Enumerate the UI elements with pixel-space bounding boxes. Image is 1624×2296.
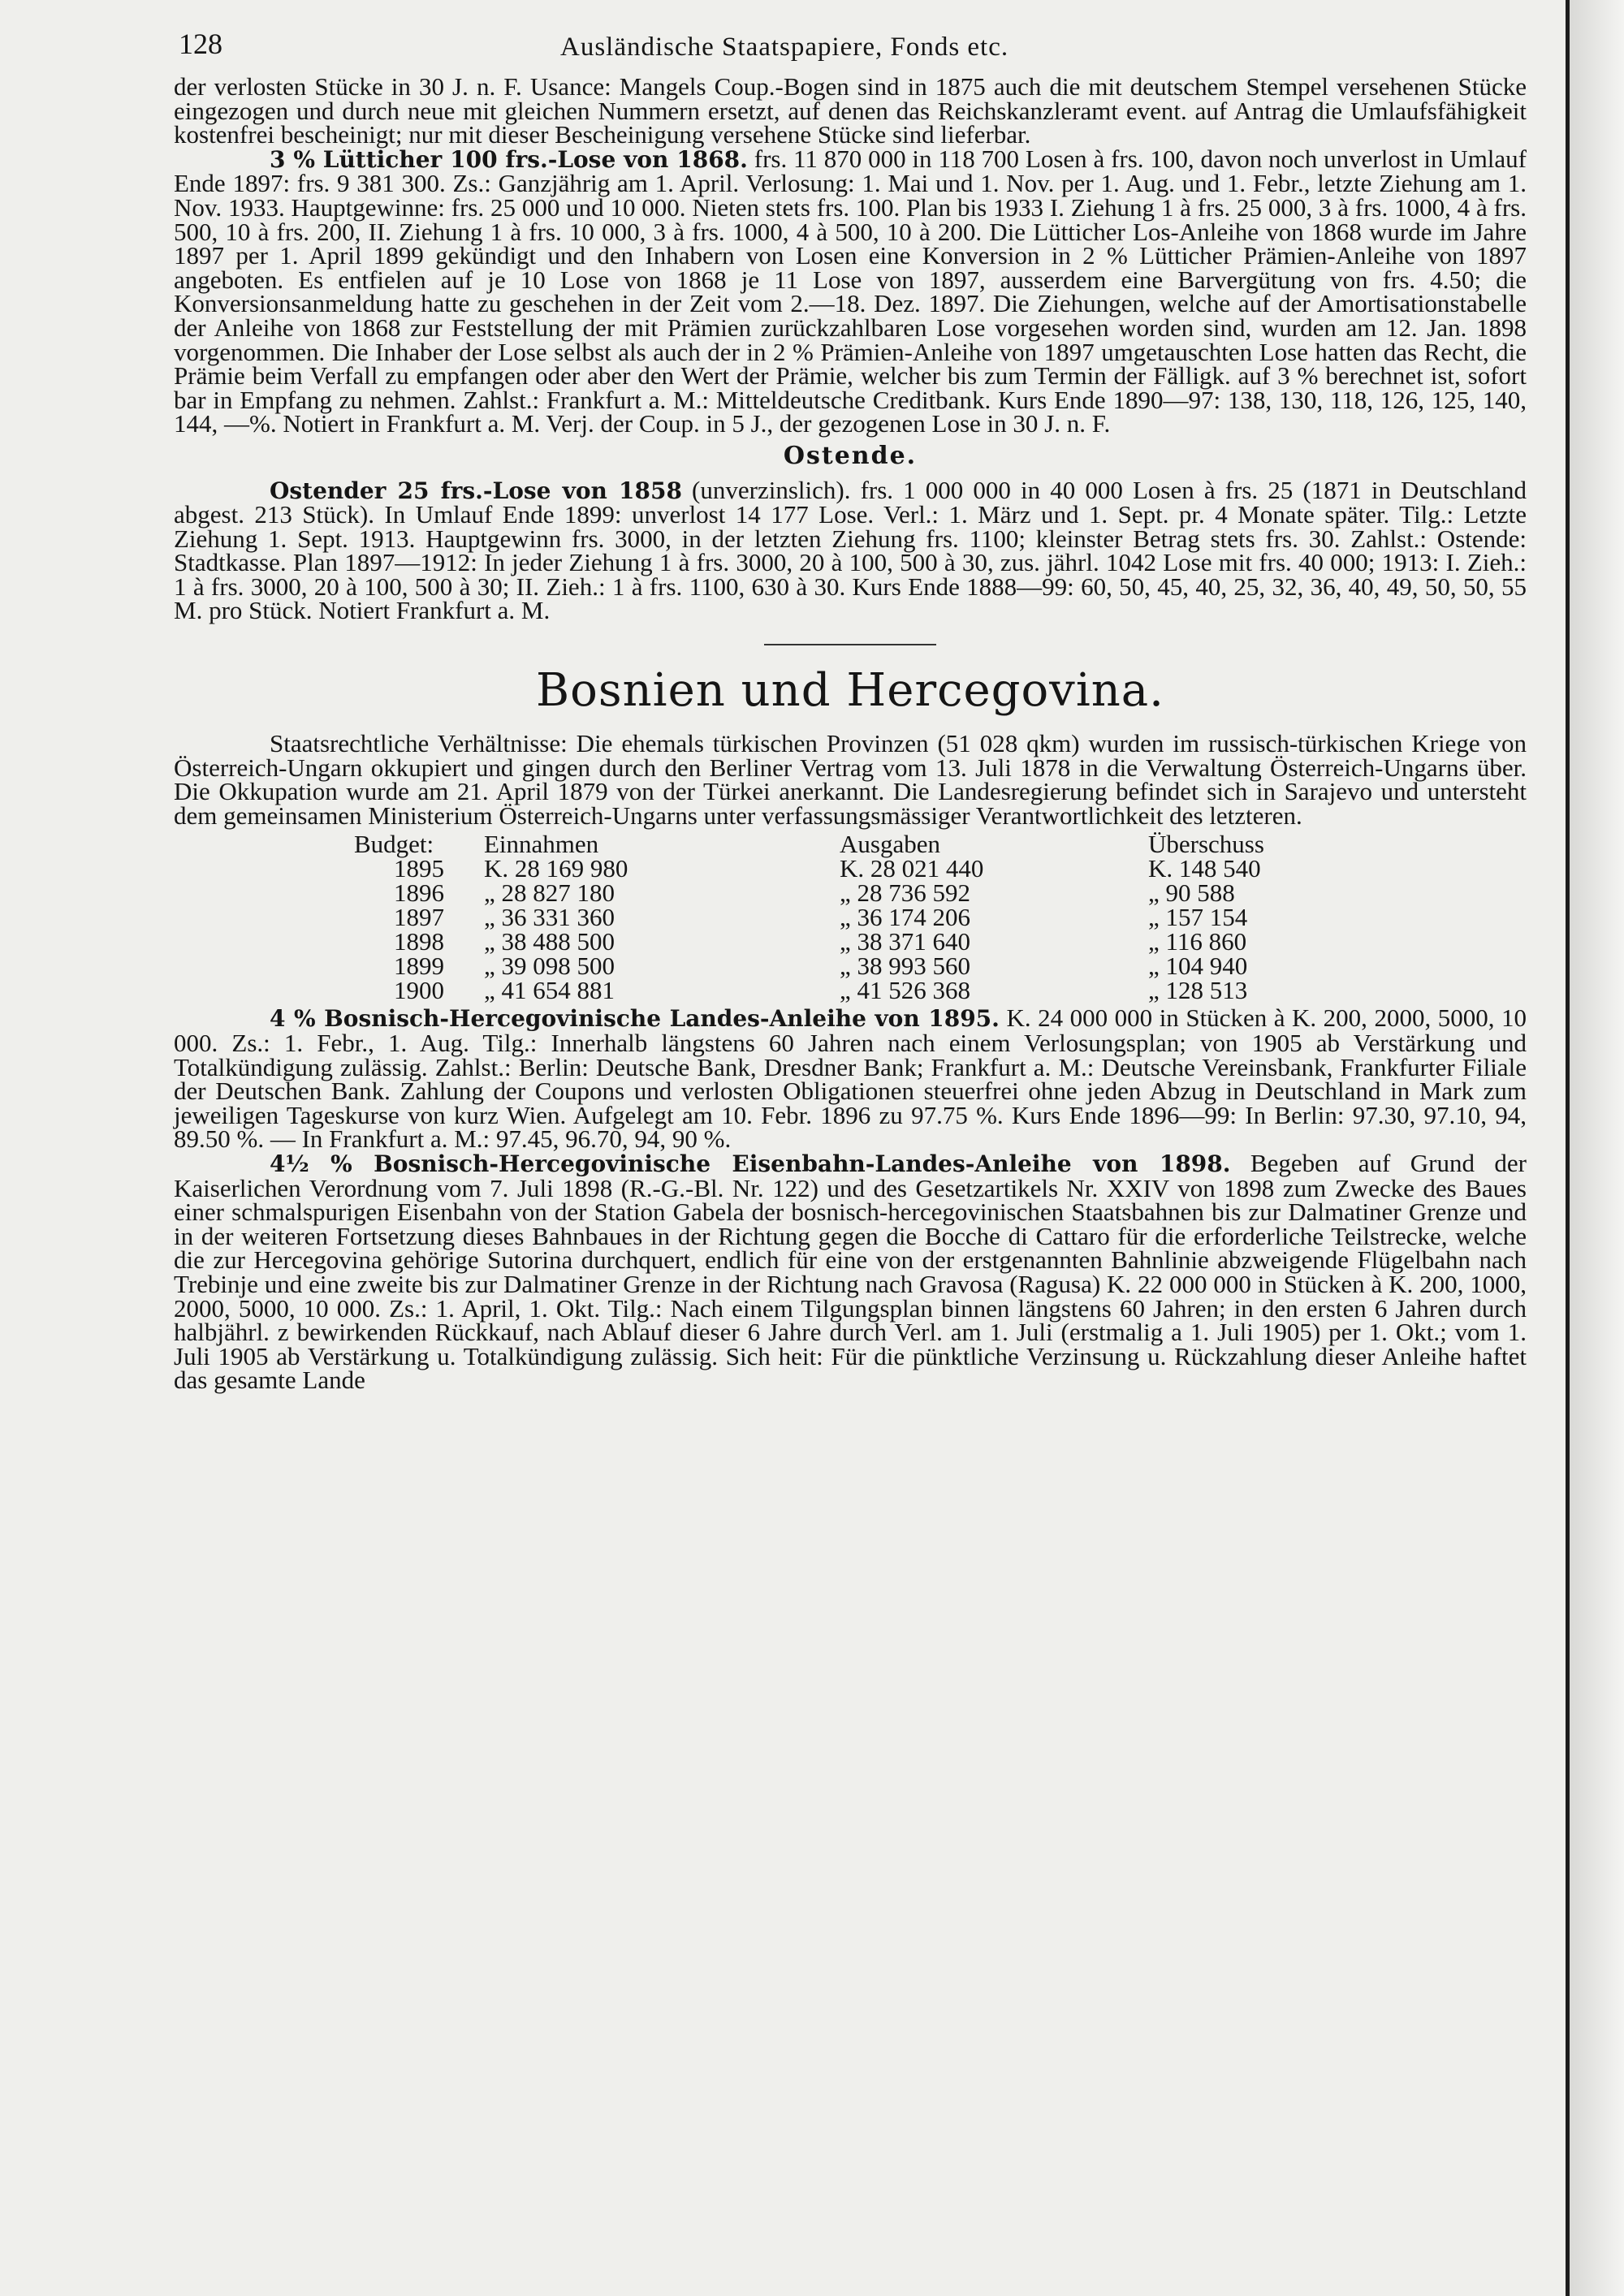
budget-ueberschuss: „ 90 588 xyxy=(1148,878,1235,908)
budget-year: 1897 xyxy=(394,903,444,932)
bosnien-intro: Staatsrechtliche Verhältnisse: Die ehemals türkischen Provinzen (51 028 qkm) wurden im russisch-türkischen Kriege von Österreich-Ungarn okkupiert und gingen durch den Berliner Vertrag vom 13. Juli 1878 in die Verwaltung Österreich-Ungarns über. Die Okkupation wurde am 21. April 1879 von der Türkei anerkannt. Die Landesregierung befindet sich in Sarajevo und untersteht dem gemeinsamen Ministerium Österreich-Ungarns unter verfassungsmässiger Verantwortlichkeit des letzteren. xyxy=(174,729,1527,830)
budget-header-row xyxy=(354,832,1311,857)
budget-einnahmen: „ 38 488 500 xyxy=(484,927,615,956)
budget-einnahmen: „ 39 098 500 xyxy=(484,952,615,981)
bosnien-title: Bosnien und Hercegovina. xyxy=(536,664,1164,718)
page-edge-shadow xyxy=(1570,0,1624,2296)
budget-year: 1898 xyxy=(394,927,444,956)
page-number: 128 xyxy=(179,28,222,60)
running-head xyxy=(174,24,1527,75)
eisenbahn-anleihe-text: Begeben auf Grund der Kaiserlichen Verordnung vom 7. Juli 1898 (R.-G.-Bl. Nr. 122) und des Gesetzartikels Nr. XXIV von 1898 zum Zwecke des Baues einer schmalspurigen Eisenbahn von der Station Gabela der bosnisch-hercegovinischen Staatsbahnen bis zur Dalmatiner Grenze und in der weiteren Fortsetzung dieses Bahnbaues in der Richtung gegen die Bocche di Cattaro für die erforderliche Teilstrecke, welche die zur Hercegovina gehörige Sutorina durchquert, endlich für eine von der erstgenannten Bahnlinie abzweigende Flügelbahn nach Trebinje und eine zweite bis zur Dalmatiner Grenze in der Richtung nach Gravosa (Ragusa) K. 22 000 000 in Stücken à K. 200, 1000, 2000, 5000, 10 000. Zs.: 1. April, 1. Okt. Tilg.: Nach einem Tilgungsplan binnen längstens 60 Jahren; in den ersten 6 Jahren durch halbjährl. z bewirkenden Rückkauf, nach Ablauf dieser 6 Jahre durch Verl. am 1. Juli (erstmalig a 1. Juli 1905) per 1. Okt.; vom 1. Juli 1905 ab Verstärkung u. Totalkündigung zulässig. Sich heit: Für die pünktliche Verzinsung u. Rückzahlung dieser Anleihe haftet das gesamte Lande xyxy=(174,1149,1527,1395)
ostende-heading: Ostende. xyxy=(783,441,918,470)
landes-anleihe-text: K. 24 000 000 in Stücken à K. 200, 2000, 5000, 10 000. Zs.: 1. Febr., 1. Aug. Tilg.: Innerhalb längstens 60 Jahren nach einem Verlosungsplan; von 1905 ab Verstärkung und Totalkündigung zulässig. Zahlst.: Berlin: Deutsche Bank, Dresdner Bank; Frankfurt a. M.: Deutsche Vereinsbank, Frankfurter Filiale der Deutschen Bank. Zahlung der Coupons und verlosten Obligationen steuerfrei ohne jeden Abzug in Deutschland in Mark zum jeweiligen Tageskurse von kurz Wien. Aufgelegt am 10. Febr. 1896 zu 97.75 %. Kurs Ende 1896—99: In Berlin: 97.30, 97.10, 94, 89.50 %. — In Frankfurt a. M.: 97.45, 96.70, 94, 90 %. xyxy=(174,1003,1527,1154)
budget-row xyxy=(354,978,1311,1003)
budget-header-label: Budget: xyxy=(354,830,434,859)
eisenbahn-anleihe-title: 4½ % Bosnisch-Hercegovinische Eisenbahn-Landes-Anleihe von 1898. xyxy=(270,1150,1231,1177)
intro-paragraph: der verlosten Stücke in 30 J. n. F. Usance: Mangels Coup.-Bogen sind in 1875 auch die mit deutschem Stempel versehenen Stücke eingezogen und durch neue mit gleichen Nummern ersetzt, auf denen das Reichskanzleramt event. auf Antrag die Umlaufsfähigkeit kostenfrei bescheinigt; nur mit dieser Bescheinigung versehene Stücke sind lieferbar. xyxy=(174,72,1527,149)
budget-row xyxy=(354,954,1311,978)
budget-header-ueberschuss: Überschuss xyxy=(1148,830,1264,859)
landes-anleihe-title: 4 % Bosnisch-Hercegovinische Landes-Anleihe von 1895. xyxy=(270,1005,1000,1033)
budget-year: 1900 xyxy=(394,976,444,1005)
budget-ausgaben: „ 38 993 560 xyxy=(840,952,971,981)
budget-ueberschuss: „ 104 940 xyxy=(1148,952,1248,981)
budget-ausgaben: „ 38 371 640 xyxy=(840,927,971,956)
budget-year: 1895 xyxy=(394,854,444,883)
budget-einnahmen: „ 36 331 360 xyxy=(484,903,615,932)
budget-ausgaben: „ 36 174 206 xyxy=(840,903,971,932)
luettich-title: 3 % Lütticher 100 frs.-Lose von 1868. xyxy=(270,145,748,173)
eisenbahn-anleihe-entry xyxy=(174,1149,1527,1395)
budget-ausgaben: „ 28 736 592 xyxy=(840,878,971,908)
page-content xyxy=(174,24,1527,1395)
budget-year: 1896 xyxy=(394,878,444,908)
budget-table xyxy=(354,832,1311,1003)
budget-ueberschuss: K. 148 540 xyxy=(1148,854,1261,883)
running-title: Ausländische Staatspapiere, Fonds etc. xyxy=(560,32,1009,62)
budget-ueberschuss: „ 116 860 xyxy=(1148,927,1247,956)
luettich-entry xyxy=(174,144,1527,438)
budget-ueberschuss: „ 128 513 xyxy=(1148,976,1248,1005)
budget-einnahmen: „ 28 827 180 xyxy=(484,878,615,908)
budget-row xyxy=(354,881,1311,905)
budget-header-einnahmen: Einnahmen xyxy=(484,830,599,859)
budget-row xyxy=(354,930,1311,954)
ostende-text: (unverzinslich). frs. 1 000 000 in 40 000 Losen à frs. 25 (1871 in Deutschland abgest. 213 Stück). In Umlauf Ende 1899: unverlost 14 177 Lose. Verl.: 1. März und 1. Sept. pr. 4 Monate später. Tilg.: Letzte Ziehung 1. Sept. 1913. Hauptgewinn frs. 3000, in der letzten Ziehung frs. 1100; kleinster Betrag stets frs. 30. Zahlst.: Ostende: Stadtkasse. Plan 1897—1912: In jeder Ziehung 1 à frs. 3000, 20 à 100, 500 à 30, zus. jährl. 1042 Lose mit frs. 40 000; 1913: I. Zieh.: 1 à frs. 3000, 20 à 100, 500 à 30; II. Zieh.: 1 à frs. 1100, 630 à 30. Kurs Ende 1888—99: 60, 50, 45, 40, 25, 32, 36, 40, 49, 50, 50, 55 M. pro Stück. Notiert Frankfurt a. M. xyxy=(174,475,1527,625)
budget-ausgaben: K. 28 021 440 xyxy=(840,854,984,883)
budget-row xyxy=(354,905,1311,930)
budget-ausgaben: „ 41 526 368 xyxy=(840,976,971,1005)
ostende-title: Ostender 25 frs.-Lose von 1858 xyxy=(270,477,682,504)
luettich-text: frs. 11 870 000 in 118 700 Losen à frs. 100, davon noch unverlost in Umlauf Ende 1897: frs. 9 381 300. Zs.: Ganzjährig am 1. April. Verlosung: 1. Mai und 1. Nov. per 1. Aug. und 1. Febr., letzte Ziehung am 1. Nov. 1933. Hauptgewinne: frs. 25 000 und 10 000. Nieten stets frs. 100. Plan bis 1933 I. Ziehung 1 à frs. 25 000, 3 à frs. 1000, 4 à frs. 500, 10 à frs. 200, II. Ziehung 1 à frs. 10 000, 3 à frs. 1000, 4 à 500, 10 à 200. Die Lütticher Los-Anleihe von 1868 wurde im Jahre 1897 per 1. April 1899 gekündigt und den Inhabern von Losen eine Konversion in 2 % Lütticher Prämien-Anleihe von 1897 angeboten. Es entfielen auf je 10 Lose von 1868 je 11 Lose von 1897, ausserdem eine Barvergütung von frs. 4.50; die Konversionsanmeldung hatte zu geschehen in der Zeit vom 2.—18. Dez. 1897. Die Ziehungen, welche auf der Amortisationstabelle der Anleihe von 1868 zur Feststellung der mit Prämien zurückzahlbaren Lose vorgesehen worden sind, wurden am 12. Jan. 1898 vorgenommen. Die Inhaber der Lose selbst als auch der in 2 % Prämien-Anleihe von 1897 umgetauschten Lose hatten das Recht, die Prämie beim Verfall zu empfangen oder aber den Wert der Prämie, welcher bis zum Termin der Fälligk. auf 3 % berechnet ist, sofort bar in Empfang zu nehmen. Zahlst.: Frankfurt a. M.: Mitteldeutsche Creditbank. Kurs Ende 1890—97: 138, 130, 118, 126, 125, 140, 144, —%. Notiert in Frankfurt a. M. Verj. der Coup. in 5 J., der gezogenen Lose in 30 J. n. F. xyxy=(174,144,1527,438)
budget-year: 1899 xyxy=(394,952,444,981)
budget-row xyxy=(354,857,1311,881)
landes-anleihe-entry xyxy=(174,1003,1527,1154)
budget-einnahmen: „ 41 654 881 xyxy=(484,976,615,1005)
ostende-entry xyxy=(174,475,1527,625)
budget-ueberschuss: „ 157 154 xyxy=(1148,903,1248,932)
budget-einnahmen: K. 28 169 980 xyxy=(484,854,628,883)
budget-header-ausgaben: Ausgaben xyxy=(840,830,940,859)
section-divider xyxy=(764,644,936,645)
